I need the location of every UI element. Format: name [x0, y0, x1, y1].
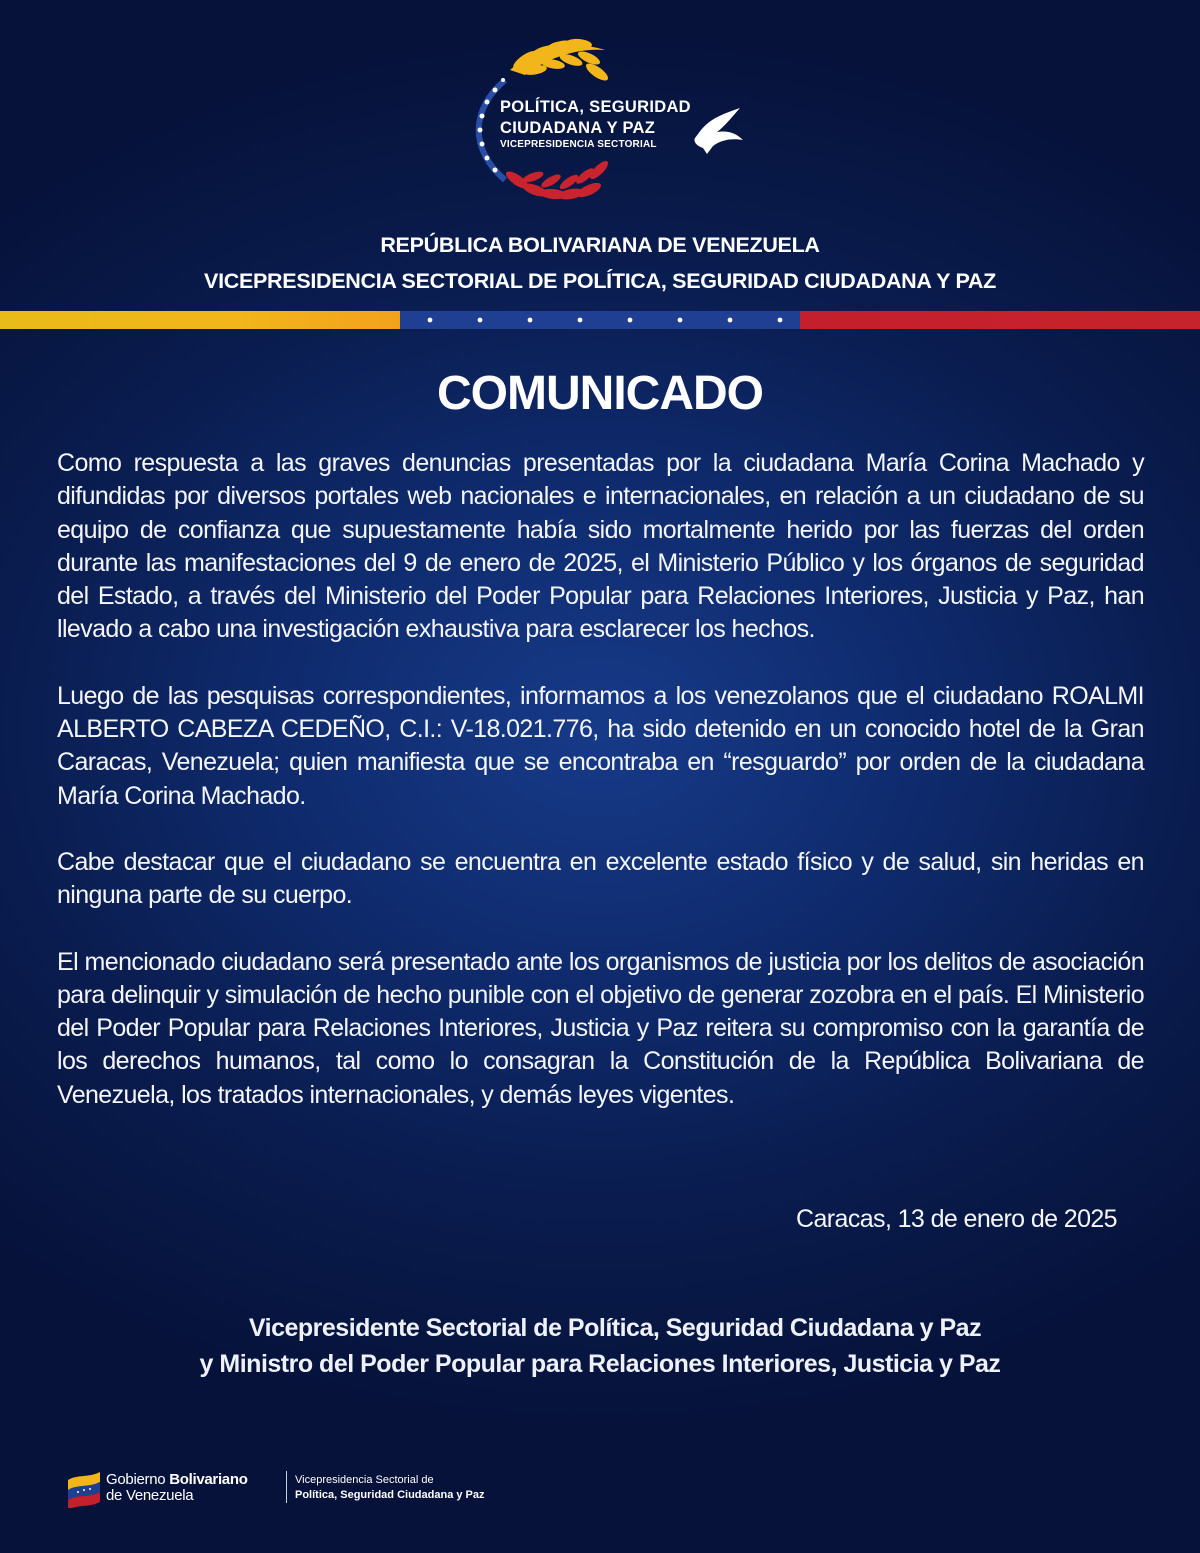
- paragraph: Luego de las pesquisas correspondientes, informamos a los venezolanos que el ciudadano ROALMI ALBERTO CABEZA CEDEÑO, C.I.: V-18.021.776, ha sido detenido en un conocido hotel de la Gran Caracas, Venezuela; quien manifiesta que se encontraba en “resguardo” por orden de la ciudadana María Corina Machado.: [57, 681, 1144, 810]
- footer-vp-line1: Vicepresidencia Sectorial de: [295, 1474, 434, 1486]
- flag-red: [800, 311, 1200, 329]
- paragraph: El mencionado ciudadano será presentado ante los organismos de justicia por los delitos de asociación para delinquir y simulación de hecho punible con el objetivo de generar zozobra en el país. El Ministerio del Poder Popular para Relaciones Interiores, Justicia y Paz reitera su compromiso con la garantía de los derechos humanos, tal como lo consagran la Constitución de la República Bolivariana de Venezuela, los tratados internacionales, y demás leyes vigentes.: [57, 947, 1144, 1109]
- footer-branding: [66, 1468, 546, 1512]
- logo-line-2: CIUDADANA Y PAZ: [500, 119, 656, 137]
- signature-line-2: y Ministro del Poder Popular para Relaciones Interiores, Justicia y Paz: [199, 1350, 1001, 1378]
- footer-vicepresidency: [295, 1473, 485, 1503]
- venezuela-flag-icon: [66, 1468, 102, 1508]
- paragraph: Cabe destacar que el ciudadano se encuentra en excelente estado físico y de salud, sin heridas en ninguna parte de su cuerpo.: [57, 847, 1144, 910]
- footer-government: [106, 1472, 248, 1504]
- footer-gob-line2: de Venezuela: [106, 1487, 194, 1504]
- flag-blue: [400, 311, 800, 329]
- document-title: COMUNICADO: [437, 367, 763, 420]
- footer-divider: [286, 1471, 287, 1503]
- logo-line-1: POLÍTICA, SEGURIDAD: [500, 98, 691, 116]
- document-body: [57, 447, 1144, 1145]
- signature-line-1: Vicepresidente Sectorial de Política, Seguridad Ciudadana y Paz: [248, 1314, 982, 1342]
- logo-line-3: VICEPRESIDENCIA SECTORIAL: [500, 139, 657, 150]
- logo-text: [500, 97, 710, 151]
- document-date: Caracas, 13 de enero de 2025: [796, 1205, 1117, 1233]
- header-vicepresidency: VICEPRESIDENCIA SECTORIAL DE POLÍTICA, SEGURIDAD CIUDADANA Y PAZ: [204, 269, 996, 293]
- footer-gob-prefix: Gobierno: [106, 1471, 170, 1488]
- footer-gob-bold: Bolivariano: [169, 1471, 248, 1488]
- flag-stripe: [0, 311, 1200, 329]
- header-republic: REPÚBLICA BOLIVARIANA DE VENEZUELA: [380, 233, 820, 257]
- flag-yellow: [0, 311, 400, 329]
- footer-vp-line2: Política, Seguridad Ciudadana y Paz: [295, 1489, 485, 1501]
- paragraph: Como respuesta a las graves denuncias presentadas por la ciudadana María Corina Machado y difundidas por diversos portales web nacionales e internacionales, en relación a un ciudadano de su equipo de confianza que supuestamente había sido mortalmente herido por las fuerzas del orden durante las manifestaciones del 9 de enero de 2025, el Ministerio Público y los órganos de seguridad del Estado, a través del Ministerio del Poder Popular para Relaciones Interiores, Justicia y Paz, han llevado a cabo una investigación exhaustiva para esclarecer los hechos.: [57, 449, 1144, 644]
- stars-icon: [400, 311, 800, 329]
